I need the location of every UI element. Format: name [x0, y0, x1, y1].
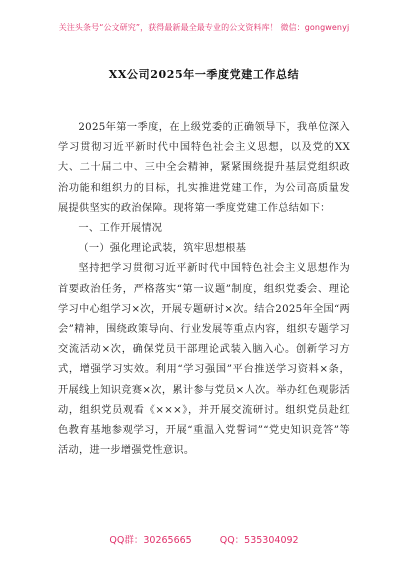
- qq-number-text: QQ：535304092: [219, 535, 299, 546]
- document-body: [58, 118, 350, 461]
- body-paragraph: 坚持把学习贯彻习近平新时代中国特色社会主义思想作为首要政治任务，严格落实“第一议题”制度，组织党委会、理论学习中心组学习×次，开展专题研讨×次。结合2025年全国“两会”精神，围绕政策导向、行业发展等重点内容，组织专题学习交流活动×次，确保党员干部理论武装入脑入心。创新学习方式，增强学习实效。利用“学习强国”平台推送学习资料×条，开展线上知识竞赛×次，累计参与党员×人次。举办红色观影活动，组织党员观看《×××》，并开展交流研讨。组织党员赴红色教育基地参观学习，开展“重温入党誓词”“党史知识竞答”等活动，进一步增强党性意识。: [58, 263, 350, 457]
- footer-contact: [0, 532, 408, 546]
- document-title: XX公司2025年一季度党建工作总结: [108, 68, 300, 81]
- header-banner: 关注头条号“公文研究”，获得最新最全最专业的公文资料库！ 微信：gongwenyj: [58, 23, 350, 32]
- subsection-heading: （一）强化理论武装，筑牢思想根基: [78, 243, 247, 255]
- qq-group-text: QQ群：30265665: [109, 535, 192, 546]
- section-heading: 一、工作开展情况: [78, 223, 163, 235]
- intro-paragraph: 2025年第一季度，在上级党委的正确领导下，我单位深入学习贯彻习近平新时代中国特色社会主义思想，以及党的XX大、二十届二中、三中全会精神，紧紧围绕提升基层党组织政治功能和组织力的目标，扎实推进党建工作，为公司高质量发展提供坚实的政治保障。现将第一季度党建工作总结如下：: [58, 122, 350, 214]
